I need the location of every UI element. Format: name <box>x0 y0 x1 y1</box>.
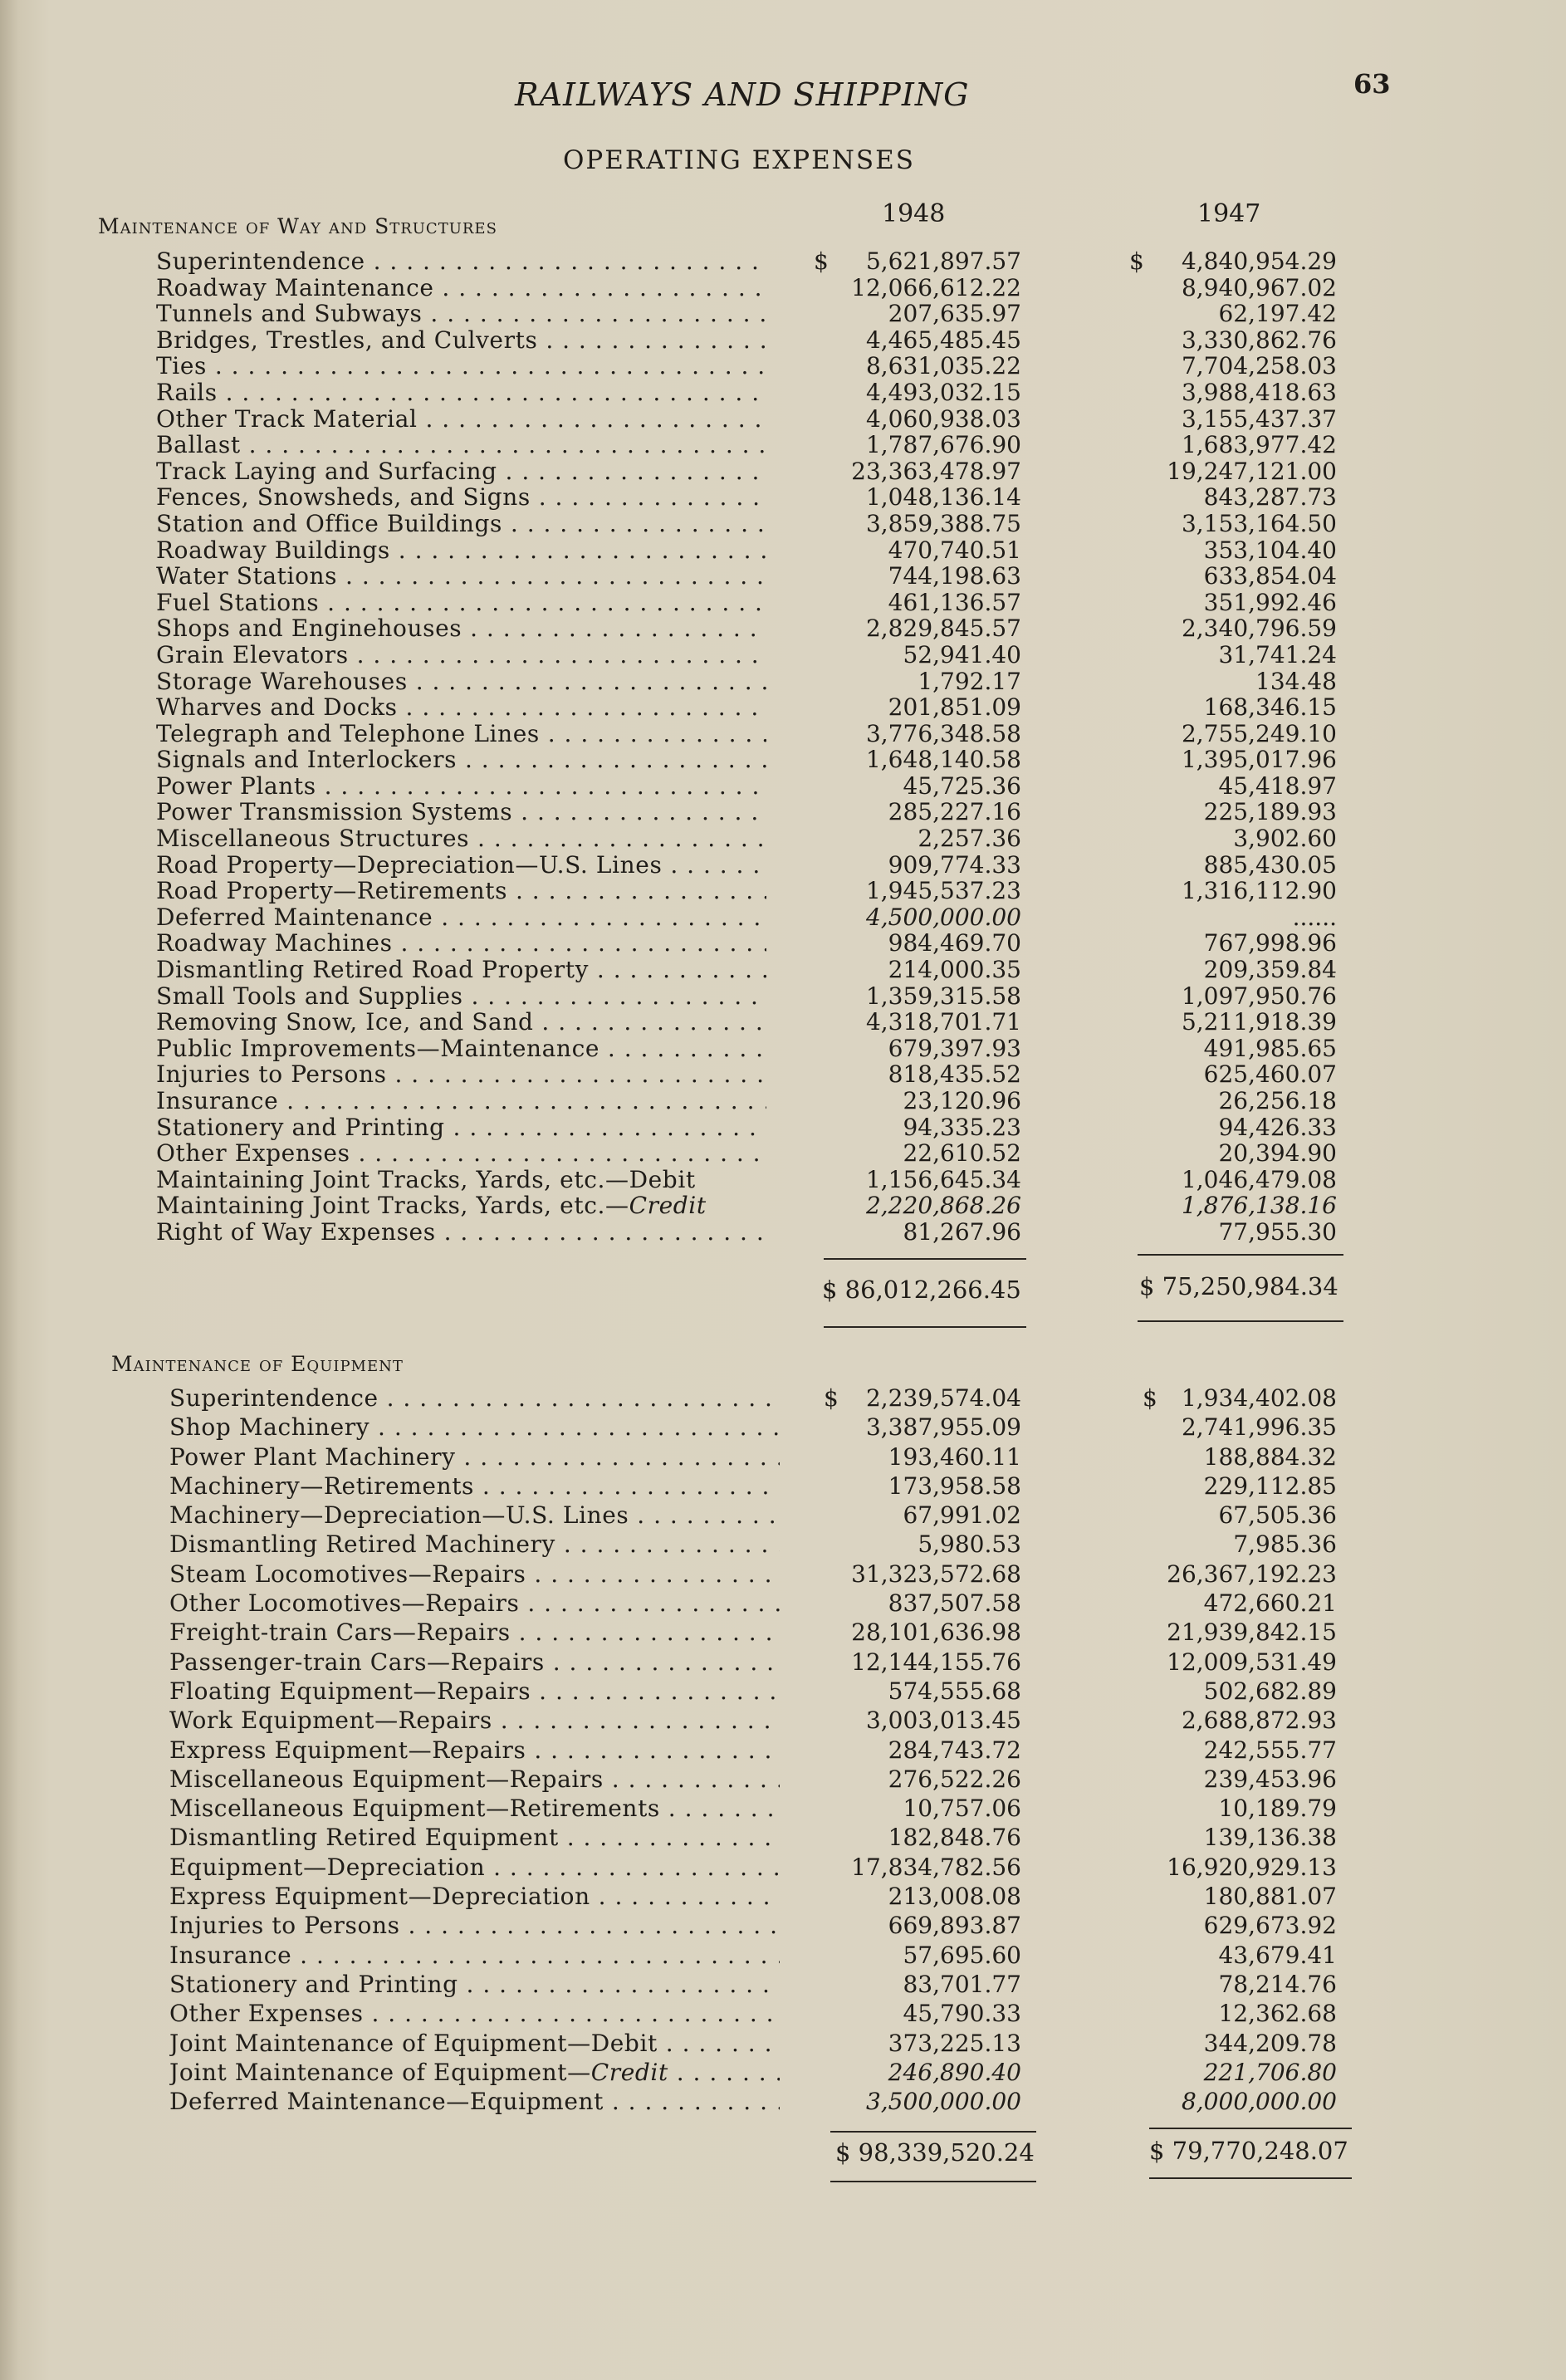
value-1948: 213,008.08 <box>888 1883 1021 1911</box>
row-label: Insurance . . . <box>156 1087 766 1114</box>
maintenance-of-equipment-total-1948: $ 98,339,520.24 <box>835 2138 1035 2167</box>
row-label: Machinery—Retirements . . . <box>169 1472 780 1500</box>
value-1948: 461,136.57 <box>888 588 1021 616</box>
total-rule <box>1149 2177 1352 2179</box>
value-1947: 139,136.38 <box>1203 1824 1337 1852</box>
value-1947: 43,679.41 <box>1218 1941 1337 1969</box>
row-label <box>169 2059 780 2086</box>
total-rule <box>1138 1254 1343 1256</box>
value-1947: 168,346.15 <box>1203 693 1337 722</box>
value-1948: 2,257.36 <box>918 825 1021 853</box>
total-rule <box>824 1258 1026 1260</box>
row-label: Power Plants . . . <box>156 772 766 800</box>
value-1947: 502,682.89 <box>1203 1677 1337 1705</box>
row-label: Track Laying and Surfacing . . . <box>156 458 766 485</box>
row-label: Equipment—Depreciation . . . <box>169 1854 780 1881</box>
row-label: Rails . . . <box>156 379 766 406</box>
value-1948: 1,156,645.34 <box>865 1165 1021 1193</box>
row-label: Wharves and Docks . . . <box>156 693 766 721</box>
value-1947: 94,426.33 <box>1218 1113 1337 1141</box>
value-1948: 818,435.52 <box>888 1060 1021 1089</box>
value-1947: 491,985.65 <box>1203 1034 1337 1062</box>
value-1947: 344,209.78 <box>1203 2029 1337 2057</box>
value-1947: 1,683,977.42 <box>1181 431 1337 459</box>
value-1948: 744,198.63 <box>888 562 1021 590</box>
value-1948: 12,144,155.76 <box>851 1648 1021 1676</box>
section-title: OPERATING EXPENSES <box>563 145 916 175</box>
row-label: Right of Way Expenses . . . <box>156 1218 766 1246</box>
value-1948: 5,980.53 <box>918 1530 1021 1559</box>
value-1948: 12,066,612.22 <box>851 273 1021 301</box>
credit-label: Credit <box>590 2058 668 2086</box>
row-label: Public Improvements—Maintenance . . . <box>156 1035 766 1062</box>
value-1947: 67,505.36 <box>1218 1501 1337 1530</box>
value-1947: 843,287.73 <box>1203 483 1337 512</box>
value-1947: 225,189.93 <box>1203 798 1337 826</box>
value-1947: 3,902.60 <box>1233 825 1337 853</box>
value-1948: 17,834,782.56 <box>851 1853 1021 1881</box>
row-label: Other Expenses . . . <box>156 1139 766 1167</box>
maintenance-of-equipment-heading: Maintenance of Equipment <box>111 1352 404 1376</box>
total-rule <box>830 2181 1036 2182</box>
value-1947: 767,998.96 <box>1203 929 1337 957</box>
value-1947: 1,046,479.08 <box>1181 1165 1337 1193</box>
value-1948: 4,465,485.45 <box>865 326 1021 354</box>
value-1947: 1,934,402.08 <box>1181 1384 1337 1412</box>
value-1948: 3,500,000.00 <box>865 2088 1021 2116</box>
total-rule <box>1138 1320 1343 1322</box>
row-label: Water Stations . . . <box>156 562 766 590</box>
dollar-sign: $ <box>1129 247 1144 275</box>
value-1948: 679,397.93 <box>888 1034 1021 1062</box>
value-1948: 67,991.02 <box>903 1501 1021 1530</box>
row-label: Storage Warehouses . . . <box>156 668 766 695</box>
maintenance-of-equipment-total-1947: $ 79,770,248.07 <box>1149 2137 1348 2165</box>
value-1948: 3,776,348.58 <box>865 719 1021 747</box>
value-1947: 7,985.36 <box>1233 1530 1337 1559</box>
value-1947: ...... <box>1292 903 1337 931</box>
value-1948: 3,859,388.75 <box>865 509 1021 537</box>
row-label: Miscellaneous Equipment—Repairs . . . <box>169 1765 780 1793</box>
row-label: Other Track Material . . . <box>156 405 766 433</box>
value-1948: 214,000.35 <box>888 956 1021 984</box>
row-label: Injuries to Persons . . . <box>156 1060 766 1088</box>
value-1948: 4,493,032.15 <box>865 378 1021 406</box>
value-1947: 1,395,017.96 <box>1181 746 1337 774</box>
value-1948: 83,701.77 <box>903 1970 1021 1998</box>
value-1947: 472,660.21 <box>1203 1589 1337 1618</box>
value-1947: 8,000,000.00 <box>1181 2088 1337 2116</box>
value-1948: 470,740.51 <box>888 536 1021 564</box>
value-1947: 633,854.04 <box>1203 562 1337 590</box>
row-label: Superintendence . . . <box>169 1384 780 1412</box>
running-head: RAILWAYS AND SHIPPING <box>515 76 970 113</box>
row-label-text: Joint Maintenance of Equipment— <box>169 2058 591 2086</box>
value-1948: 909,774.33 <box>888 850 1021 879</box>
row-label-text: Maintaining Joint Tracks, Yards, etc.— <box>156 1192 629 1220</box>
value-1948: 1,048,136.14 <box>865 483 1021 512</box>
value-1948: 1,648,140.58 <box>865 746 1021 774</box>
value-1947: 5,211,918.39 <box>1181 1008 1337 1036</box>
row-label: Shops and Enginehouses . . . <box>156 615 766 642</box>
value-1947: 12,009,531.49 <box>1167 1648 1337 1676</box>
row-label: Roadway Machines . . . <box>156 929 766 957</box>
value-1947: 77,955.30 <box>1218 1217 1337 1246</box>
value-1948: 52,941.40 <box>903 640 1021 668</box>
row-label: Insurance . . . <box>169 1942 780 1969</box>
value-1948: 22,610.52 <box>903 1139 1021 1168</box>
row-label: Roadway Buildings . . . <box>156 536 766 564</box>
column-header-1948: 1948 <box>882 199 946 228</box>
value-1948: 4,060,938.03 <box>865 404 1021 433</box>
value-1948: 45,725.36 <box>903 771 1021 800</box>
row-label: Deferred Maintenance . . . <box>156 904 766 931</box>
value-1947: 2,755,249.10 <box>1181 719 1337 747</box>
row-label: Removing Snow, Ice, and Sand . . . <box>156 1008 766 1036</box>
row-label: Stationery and Printing . . . <box>156 1114 766 1141</box>
value-1948: 45,790.33 <box>903 2000 1021 2028</box>
value-1947: 7,704,258.03 <box>1181 352 1337 380</box>
row-label: Other Expenses . . . <box>169 2000 780 2027</box>
value-1947: 134.48 <box>1255 667 1337 695</box>
row-label: Maintaining Joint Tracks, Yards, etc.—Debit <box>156 1165 696 1193</box>
value-1948: 23,120.96 <box>903 1087 1021 1114</box>
value-1947: 625,460.07 <box>1203 1060 1337 1089</box>
value-1948: 1,945,537.23 <box>865 877 1021 905</box>
value-1948: 837,507.58 <box>888 1589 1021 1618</box>
row-label: Stationery and Printing . . . <box>169 1971 780 1998</box>
row-label <box>156 1192 766 1219</box>
value-1947: 10,189.79 <box>1218 1795 1337 1823</box>
row-label: Ballast . . . <box>156 431 766 458</box>
total-rule <box>1149 2128 1352 2129</box>
value-1947: 3,988,418.63 <box>1181 378 1337 406</box>
value-1947: 62,197.42 <box>1218 300 1337 328</box>
value-1947: 3,153,164.50 <box>1181 509 1337 537</box>
value-1948: 207,635.97 <box>888 300 1021 328</box>
row-label: Express Equipment—Depreciation . . . <box>169 1883 780 1910</box>
row-label: Fuel Stations . . . <box>156 589 766 616</box>
value-1948: 31,323,572.68 <box>851 1560 1021 1588</box>
value-1948: 201,851.09 <box>888 693 1021 722</box>
value-1947: 188,884.32 <box>1203 1442 1337 1471</box>
total-rule <box>824 1326 1026 1328</box>
value-1947: 180,881.07 <box>1203 1883 1337 1911</box>
value-1947: 1,097,950.76 <box>1181 982 1337 1010</box>
row-label: Small Tools and Supplies . . . <box>156 982 766 1010</box>
value-1947: 242,555.77 <box>1203 1736 1337 1764</box>
value-1948: 81,267.96 <box>903 1217 1021 1246</box>
value-1948: 1,359,315.58 <box>865 982 1021 1010</box>
row-label: Other Locomotives—Repairs . . . <box>169 1589 780 1617</box>
value-1948: 2,239,574.04 <box>865 1384 1021 1412</box>
value-1947: 229,112.85 <box>1203 1472 1337 1500</box>
row-label: Miscellaneous Structures . . . <box>156 825 766 852</box>
value-1948: 3,003,013.45 <box>865 1707 1021 1735</box>
value-1947: 8,940,967.02 <box>1181 273 1337 301</box>
value-1948: 574,555.68 <box>888 1677 1021 1705</box>
row-label: Superintendence . . . <box>156 247 766 275</box>
value-1947: 221,706.80 <box>1203 2058 1337 2086</box>
value-1948: 1,787,676.90 <box>865 431 1021 459</box>
value-1948: 5,621,897.57 <box>865 247 1021 275</box>
value-1947: 209,359.84 <box>1203 956 1337 984</box>
row-label: Passenger-train Cars—Repairs . . . <box>169 1648 780 1676</box>
value-1947: 1,316,112.90 <box>1181 877 1337 905</box>
column-header-1947: 1947 <box>1197 199 1261 228</box>
value-1948: 2,829,845.57 <box>865 615 1021 643</box>
value-1948: 276,522.26 <box>888 1765 1021 1793</box>
row-label: Power Transmission Systems . . . <box>156 798 766 825</box>
row-label: Signals and Interlockers . . . <box>156 746 766 773</box>
row-label: Injuries to Persons . . . <box>169 1912 780 1939</box>
value-1947: 21,939,842.15 <box>1167 1618 1337 1647</box>
total-rule <box>830 2131 1036 2133</box>
maintenance-of-way-heading: Maintenance of Way and Structures <box>98 214 497 238</box>
value-1948: 246,890.40 <box>888 2058 1021 2086</box>
value-1948: 193,460.11 <box>888 1442 1021 1471</box>
value-1948: 669,893.87 <box>888 1912 1021 1940</box>
maintenance-of-way-total-1947: $ 75,250,984.34 <box>1139 1272 1338 1300</box>
value-1947: 12,362.68 <box>1218 2000 1337 2028</box>
row-label: Freight-train Cars—Repairs . . . <box>169 1618 780 1646</box>
value-1948: 10,757.06 <box>903 1795 1021 1823</box>
value-1948: 23,363,478.97 <box>851 457 1021 485</box>
dollar-sign: $ <box>814 247 829 275</box>
value-1947: 629,673.92 <box>1203 1912 1337 1940</box>
value-1947: 31,741.24 <box>1218 640 1337 668</box>
value-1947: 45,418.97 <box>1218 771 1337 800</box>
row-label: Dismantling Retired Equipment . . . <box>169 1824 780 1851</box>
value-1947: 353,104.40 <box>1203 536 1337 564</box>
row-label: Deferred Maintenance—Equipment . . . <box>169 2088 780 2115</box>
value-1947: 26,256.18 <box>1218 1087 1337 1114</box>
row-label: Joint Maintenance of Equipment—Debit . . . <box>169 2030 780 2057</box>
maintenance-of-way-total-1948: $ 86,012,266.45 <box>822 1276 1021 1304</box>
row-label: Steam Locomotives—Repairs . . . <box>169 1560 780 1588</box>
value-1947: 16,920,929.13 <box>1167 1853 1337 1881</box>
value-1947: 885,430.05 <box>1203 850 1337 879</box>
value-1947: 26,367,192.23 <box>1167 1560 1337 1588</box>
row-label: Fences, Snowsheds, and Signs . . . <box>156 483 766 511</box>
value-1948: 182,848.76 <box>888 1824 1021 1852</box>
row-label: Grain Elevators . . . <box>156 641 766 668</box>
row-label: Dismantling Retired Machinery . . . <box>169 1530 780 1558</box>
value-1948: 4,500,000.00 <box>865 903 1021 931</box>
value-1947: 2,340,796.59 <box>1181 615 1337 643</box>
value-1947: 3,155,437.37 <box>1181 404 1337 433</box>
value-1947: 4,840,954.29 <box>1181 247 1337 275</box>
value-1948: 94,335.23 <box>903 1113 1021 1141</box>
row-label: Ties . . . <box>156 352 766 380</box>
value-1947: 20,394.90 <box>1218 1139 1337 1168</box>
credit-label: Credit <box>629 1192 707 1220</box>
value-1947: 239,453.96 <box>1203 1765 1337 1793</box>
value-1948: 284,743.72 <box>888 1736 1021 1764</box>
value-1947: 78,214.76 <box>1218 1970 1337 1998</box>
value-1948: 984,469.70 <box>888 929 1021 957</box>
row-label: Tunnels and Subways . . . <box>156 300 766 327</box>
row-label: Floating Equipment—Repairs . . . <box>169 1677 780 1705</box>
value-1947: 2,741,996.35 <box>1181 1413 1337 1442</box>
value-1948: 1,792.17 <box>918 667 1021 695</box>
row-label: Dismantling Retired Road Property . . . <box>156 956 766 983</box>
value-1948: 2,220,868.26 <box>865 1192 1021 1220</box>
row-label: Bridges, Trestles, and Culverts . . . <box>156 326 766 354</box>
page-number: 63 <box>1353 68 1391 100</box>
row-label: Work Equipment—Repairs . . . <box>169 1707 780 1734</box>
value-1948: 4,318,701.71 <box>865 1008 1021 1036</box>
value-1947: 351,992.46 <box>1203 588 1337 616</box>
value-1948: 57,695.60 <box>903 1941 1021 1969</box>
value-1948: 3,387,955.09 <box>865 1413 1021 1442</box>
value-1947: 2,688,872.93 <box>1181 1707 1337 1735</box>
value-1948: 173,958.58 <box>888 1472 1021 1500</box>
row-label: Express Equipment—Repairs . . . <box>169 1736 780 1764</box>
row-label: Machinery—Depreciation—U.S. Lines . . . <box>169 1501 780 1529</box>
value-1947: 1,876,138.16 <box>1181 1192 1337 1220</box>
value-1947: 19,247,121.00 <box>1167 457 1337 485</box>
row-label: Road Property—Depreciation—U.S. Lines . . . <box>156 851 766 879</box>
row-label: Telegraph and Telephone Lines . . . <box>156 720 766 747</box>
value-1948: 285,227.16 <box>888 798 1021 826</box>
value-1948: 8,631,035.22 <box>865 352 1021 380</box>
row-label: Roadway Maintenance . . . <box>156 274 766 301</box>
row-label: Station and Office Buildings . . . <box>156 510 766 537</box>
dollar-sign: $ <box>1143 1384 1157 1412</box>
row-label: Power Plant Machinery . . . <box>169 1443 780 1471</box>
dollar-sign: $ <box>824 1384 839 1412</box>
row-label: Miscellaneous Equipment—Retirements . . . <box>169 1795 780 1822</box>
row-label: Shop Machinery . . . <box>169 1413 780 1441</box>
value-1948: 28,101,636.98 <box>851 1618 1021 1647</box>
value-1948: 373,225.13 <box>888 2029 1021 2057</box>
row-label: Road Property—Retirements . . . <box>156 877 766 904</box>
value-1947: 3,330,862.76 <box>1181 326 1337 354</box>
